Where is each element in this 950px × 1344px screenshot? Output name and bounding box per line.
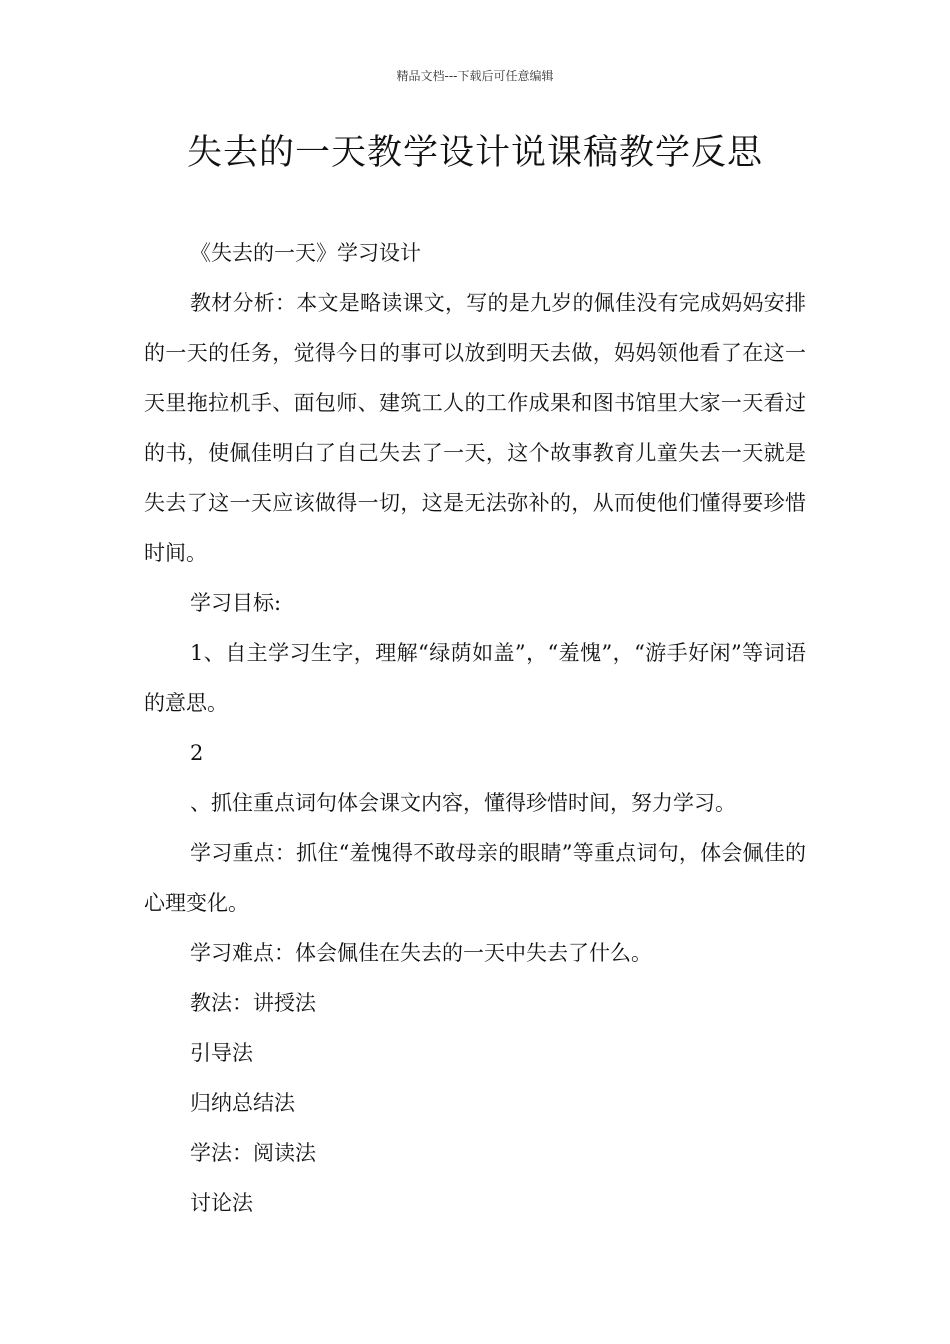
paragraph-discussion-method: 讨论法 [190,1191,253,1215]
paragraph-summary-method: 归纳总结法 [190,1091,295,1115]
section-heading-design: 《失去的一天》学习设计 [190,241,421,265]
document-body [144,228,806,1228]
paragraph-difficulties: 学习难点：体会佩佳在失去的一天中失去了什么。 [190,941,652,965]
paragraph-learning-goals-label: 学习目标: [190,591,282,615]
paragraph-goal-2: 、抓住重点词句体会课文内容，懂得珍惜时间，努力学习。 [190,791,736,815]
header-note: 精品文档---下载后可任意编辑 [396,69,554,83]
document-title: 失去的一天教学设计说课稿教学反思 [186,133,763,173]
paragraph-material-analysis: 教材分析：本文是略读课文，写的是九岁的佩佳没有完成妈妈安排的一天的任务，觉得今日的事可以放到明天去做，妈妈领他看了在这一天里拖拉机手、面包师、建筑工人的工作成果和图书馆里大家一天看过的书，使佩佳明白了自己失去了一天，这个故事教育儿童失去一天就是失去了这一天应该做得一切，这是无法弥补的，从而使他们懂得要珍惜时间。 [144,291,806,565]
paragraph-teaching-method: 教法：讲授法 [190,991,316,1015]
paragraph-guiding-method: 引导法 [190,1041,253,1065]
paragraph-learning-method: 学法：阅读法 [190,1141,316,1165]
paragraph-key-points: 学习重点：抓住“羞愧得不敢母亲的眼睛”等重点词句，体会佩佳的心理变化。 [144,841,806,915]
paragraph-goal-1: 1、自主学习生字，理解“绿荫如盖”，“羞愧”，“游手好闲”等词语的意思。 [144,641,806,715]
paragraph-goal-2-number: 2 [190,741,204,765]
